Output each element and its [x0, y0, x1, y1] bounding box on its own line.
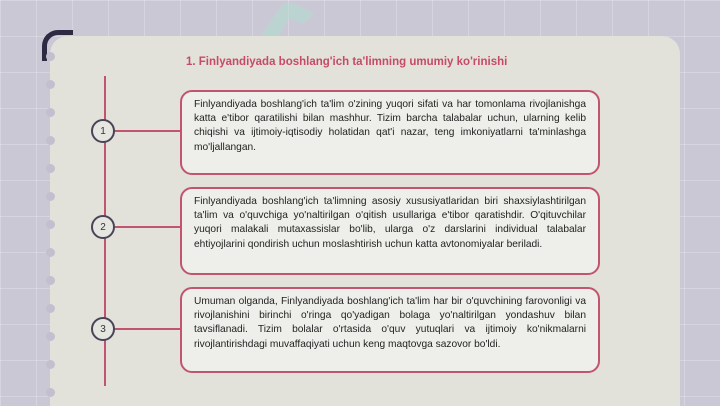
step-number-badge: 3 [91, 317, 115, 341]
binding-hole [46, 276, 55, 285]
content-card [180, 287, 600, 373]
binding-hole [46, 332, 55, 341]
card-text: Finlyandiyada boshlang'ich ta'limning asosiy xususiyatlaridan biri shaxsiylashtirilgan ta'lim va o'quvchiga yo'naltirilgan o'qitish usullariga e'tibor qaratishdir. O'qituvchilar yuqori malakali mutaxassislar bo'lib, ularga o'z darslarini individual talabalar ehtiyojlarini qondirish uchun moslashtirish uchun katta avtonomiyalar beriladi. [194, 196, 586, 250]
slide-title: 1. Finlyandiyada boshlang'ich ta'limning umumiy ko'rinishi [186, 56, 508, 68]
content-card [180, 187, 600, 275]
binding-hole [46, 248, 55, 257]
binding-hole [46, 136, 55, 145]
notebook-binding-holes [46, 0, 56, 406]
content-card [180, 90, 600, 175]
step-number-badge: 2 [91, 215, 115, 239]
binding-hole [46, 52, 55, 61]
timeline-connector [104, 328, 180, 330]
binding-hole [46, 304, 55, 313]
binding-hole [46, 108, 55, 117]
timeline-connector [104, 226, 180, 228]
binding-hole [46, 388, 55, 397]
binding-hole [46, 360, 55, 369]
card-text: Finlyandiyada boshlang'ich ta'lim o'zining yuqori sifati va har tomonlama rivojlanishga katta e'tibor qaratilishi bilan mashhur. Tizim barcha talabalar uchun, ularning kelib chiqishi va ijtimoiy-iqtisodiy holatidan qat'i nazar, teng imkoniyatlarni ta'minlashga mo'ljallangan. [194, 99, 586, 153]
binding-hole [46, 164, 55, 173]
binding-hole [46, 220, 55, 229]
binding-hole [46, 192, 55, 201]
card-text: Umuman olganda, Finlyandiyada boshlang'ich ta'lim har bir o'quvchining farovonligi va rivojlanishini birinchi o'ringa qo'yadigan bolaga yo'naltirilgan yondashuv bilan tavsiflanadi. Tizim bolalar o'rtasida o'quv yutuqlari va ijtimoiy ko'nikmalarni rivojlantirishdagi muvaffaqiyati uchun keng maqtovga sazovor bo'ldi. [194, 296, 586, 350]
binding-hole [46, 80, 55, 89]
step-number-badge: 1 [91, 119, 115, 143]
timeline-connector [104, 130, 180, 132]
